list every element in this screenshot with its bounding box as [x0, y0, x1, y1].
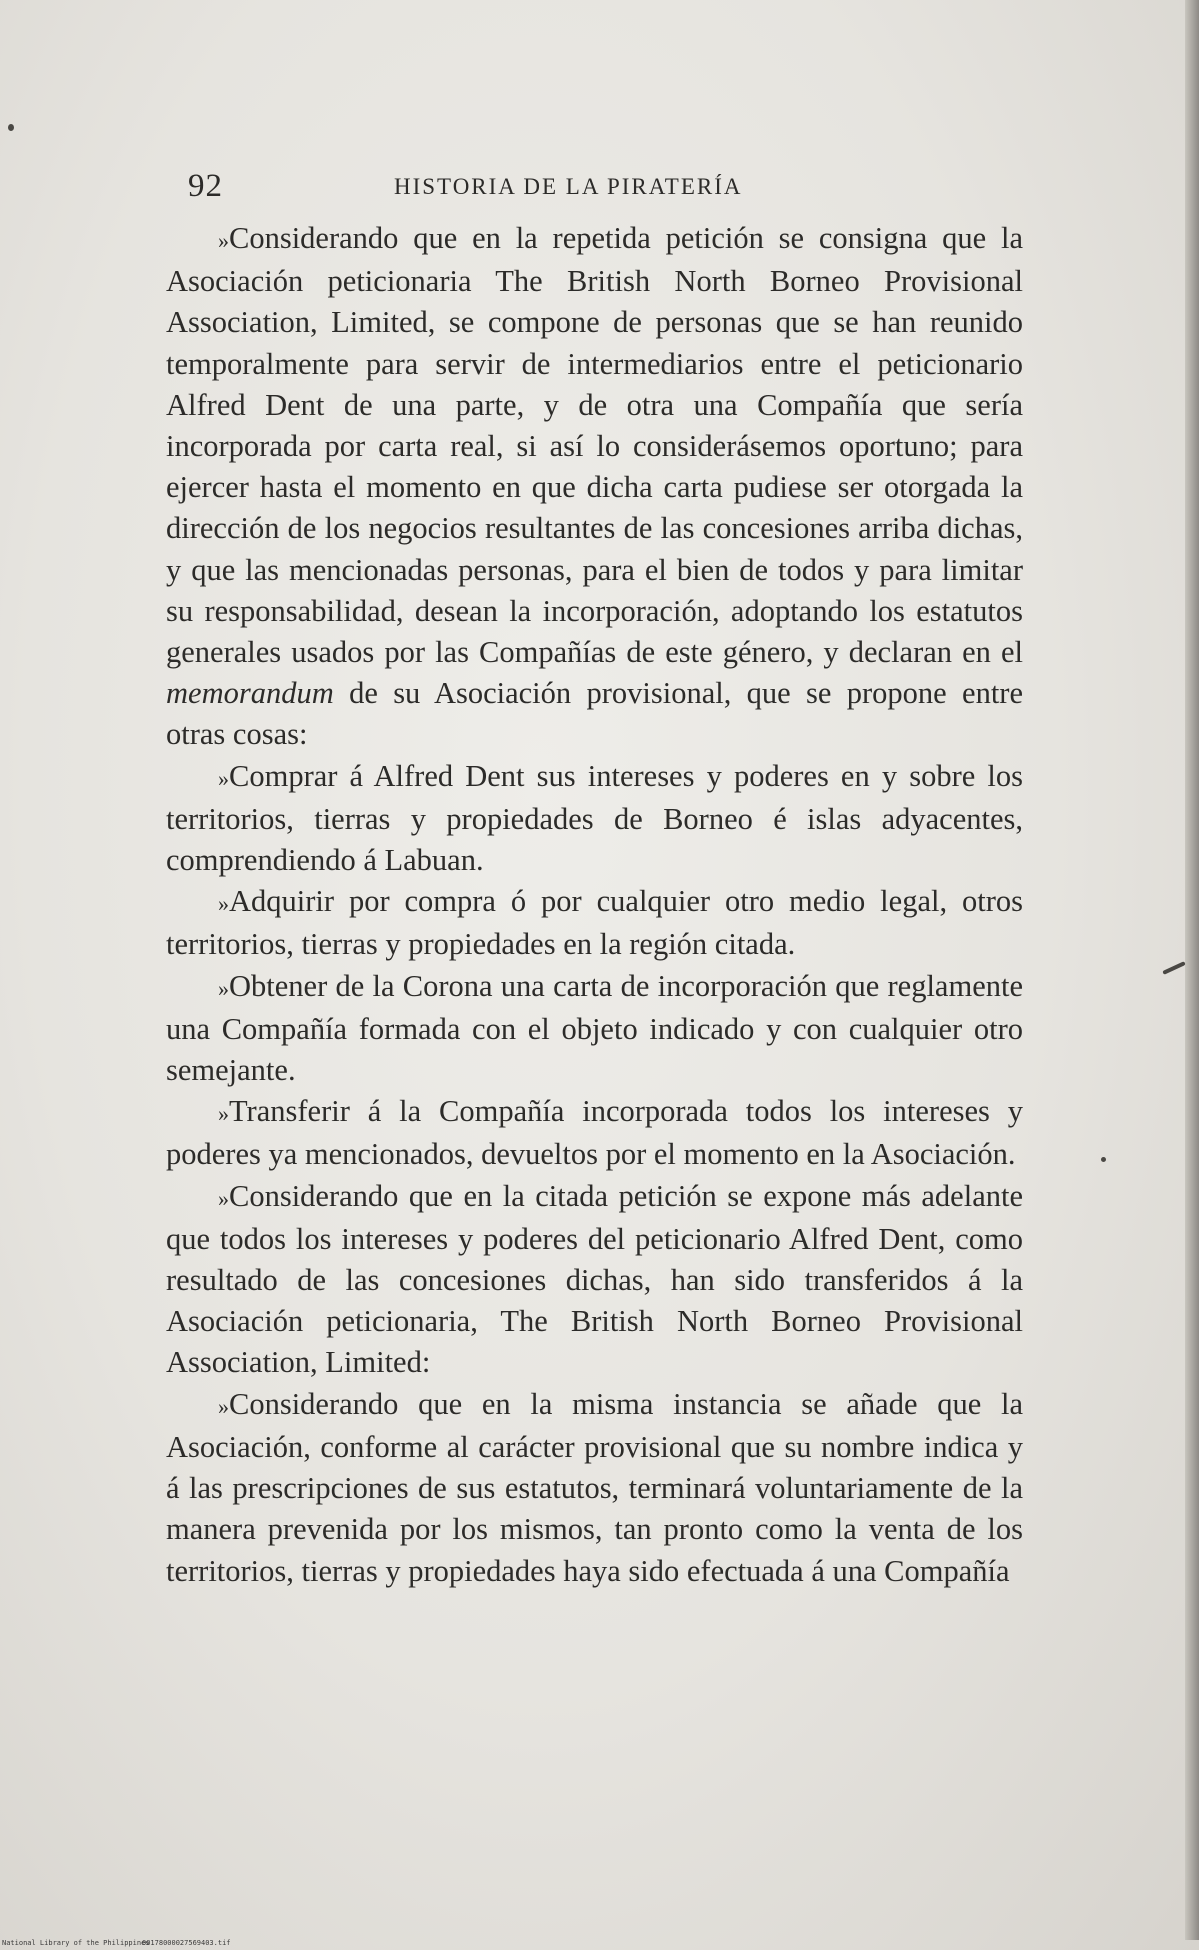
- scan-footer: [0, 1938, 1199, 1950]
- paragraph: [166, 1176, 1023, 1384]
- quote-mark: »: [218, 228, 229, 253]
- paragraph: [166, 218, 1023, 756]
- page-header: [188, 168, 1028, 208]
- paragraph-text: Transferir á la Compañía incorporada todos los intereses y poderes ya mencionados, devueltos por el momento en la Asociación.: [166, 1094, 1023, 1172]
- paragraph-text: Considerando que en la citada petición se expone más adelante que todos los intereses y poderes del peticionario Alfred Dent, como resultado de las concesiones dichas, han sido transferidos á la Asociación peticionaria, The British North Borneo Provisional Association, Limited:: [166, 1178, 1023, 1380]
- body-text: [166, 218, 1023, 1592]
- quote-mark: »: [218, 891, 229, 917]
- paragraph-text: Obtener de la Corona una carta de incorporación que reglamente una Compañía formada con el objeto indicado y con cualquier otro semejante.: [166, 968, 1023, 1088]
- paragraph: [166, 1384, 1023, 1592]
- paragraph-text: Adquirir por compra ó por cualquier otro medio legal, otros territorios, tierras y propiedades en la región citada.: [166, 884, 1023, 962]
- ink-speck: [1162, 961, 1185, 975]
- page-number: 92: [188, 168, 223, 204]
- paragraph-text: Comprar á Alfred Dent sus intereses y poderes en y sobre los territorios, tierras y propiedades de Borneo é islas adyacentes, comprendiendo á Labuan.: [166, 758, 1023, 878]
- footer-filename: 00178000027569403.tif: [142, 1939, 231, 1947]
- running-title: HISTORIA DE LA PIRATERÍA: [394, 174, 743, 199]
- paragraph: [166, 756, 1023, 882]
- quote-mark: »: [218, 1185, 229, 1211]
- footer-source: National Library of the Philippines: [2, 1939, 150, 1947]
- page-edge-shadow: [1185, 0, 1199, 1940]
- paragraph: [166, 1091, 1023, 1175]
- quote-mark: »: [218, 1101, 229, 1127]
- paragraph-text: Considerando que en la repetida petición se consigna que la Asociación peticionaria The British North Borneo Provisional Association, Limited, se compone de personas que se han reunido temporalmente para servir de intermediarios entre el peticionario Alfred Dent de una parte, y de otra una Compañía que sería incorporada por carta real, si así lo considerásemos oportuno; para ejercer hasta el momento en que dicha carta pudiese ser otorgada la dirección de los negocios resultantes de las concesiones arriba dichas, y que las mencionadas personas, para el bien de todos y para limitar su responsabilidad, desean la incorporación, adoptando los estatutos generales usados por las Compañías de este género, y declaran en el: [166, 221, 1023, 670]
- quote-mark: »: [218, 1393, 229, 1419]
- paragraph-text-after: de su Asociación provisional, que se propone entre otras cosas:: [166, 676, 1023, 752]
- paragraph: [166, 966, 1023, 1092]
- ink-speck: [1101, 1157, 1106, 1162]
- ink-speck: [8, 124, 14, 131]
- emphasis-text: memorandum: [166, 676, 334, 711]
- paragraph: [166, 881, 1023, 965]
- paragraph-text: Considerando que en la misma instancia se añade que la Asociación, conforme al carácter provisional que su nombre indica y á las prescripciones de sus estatutos, terminará voluntariamente de la manera prevenida por los mismos, tan pronto como la venta de los territorios, tierras y propiedades haya sido efectuada á una Compañía: [166, 1386, 1023, 1588]
- quote-mark: »: [218, 975, 229, 1001]
- quote-mark: »: [218, 765, 229, 791]
